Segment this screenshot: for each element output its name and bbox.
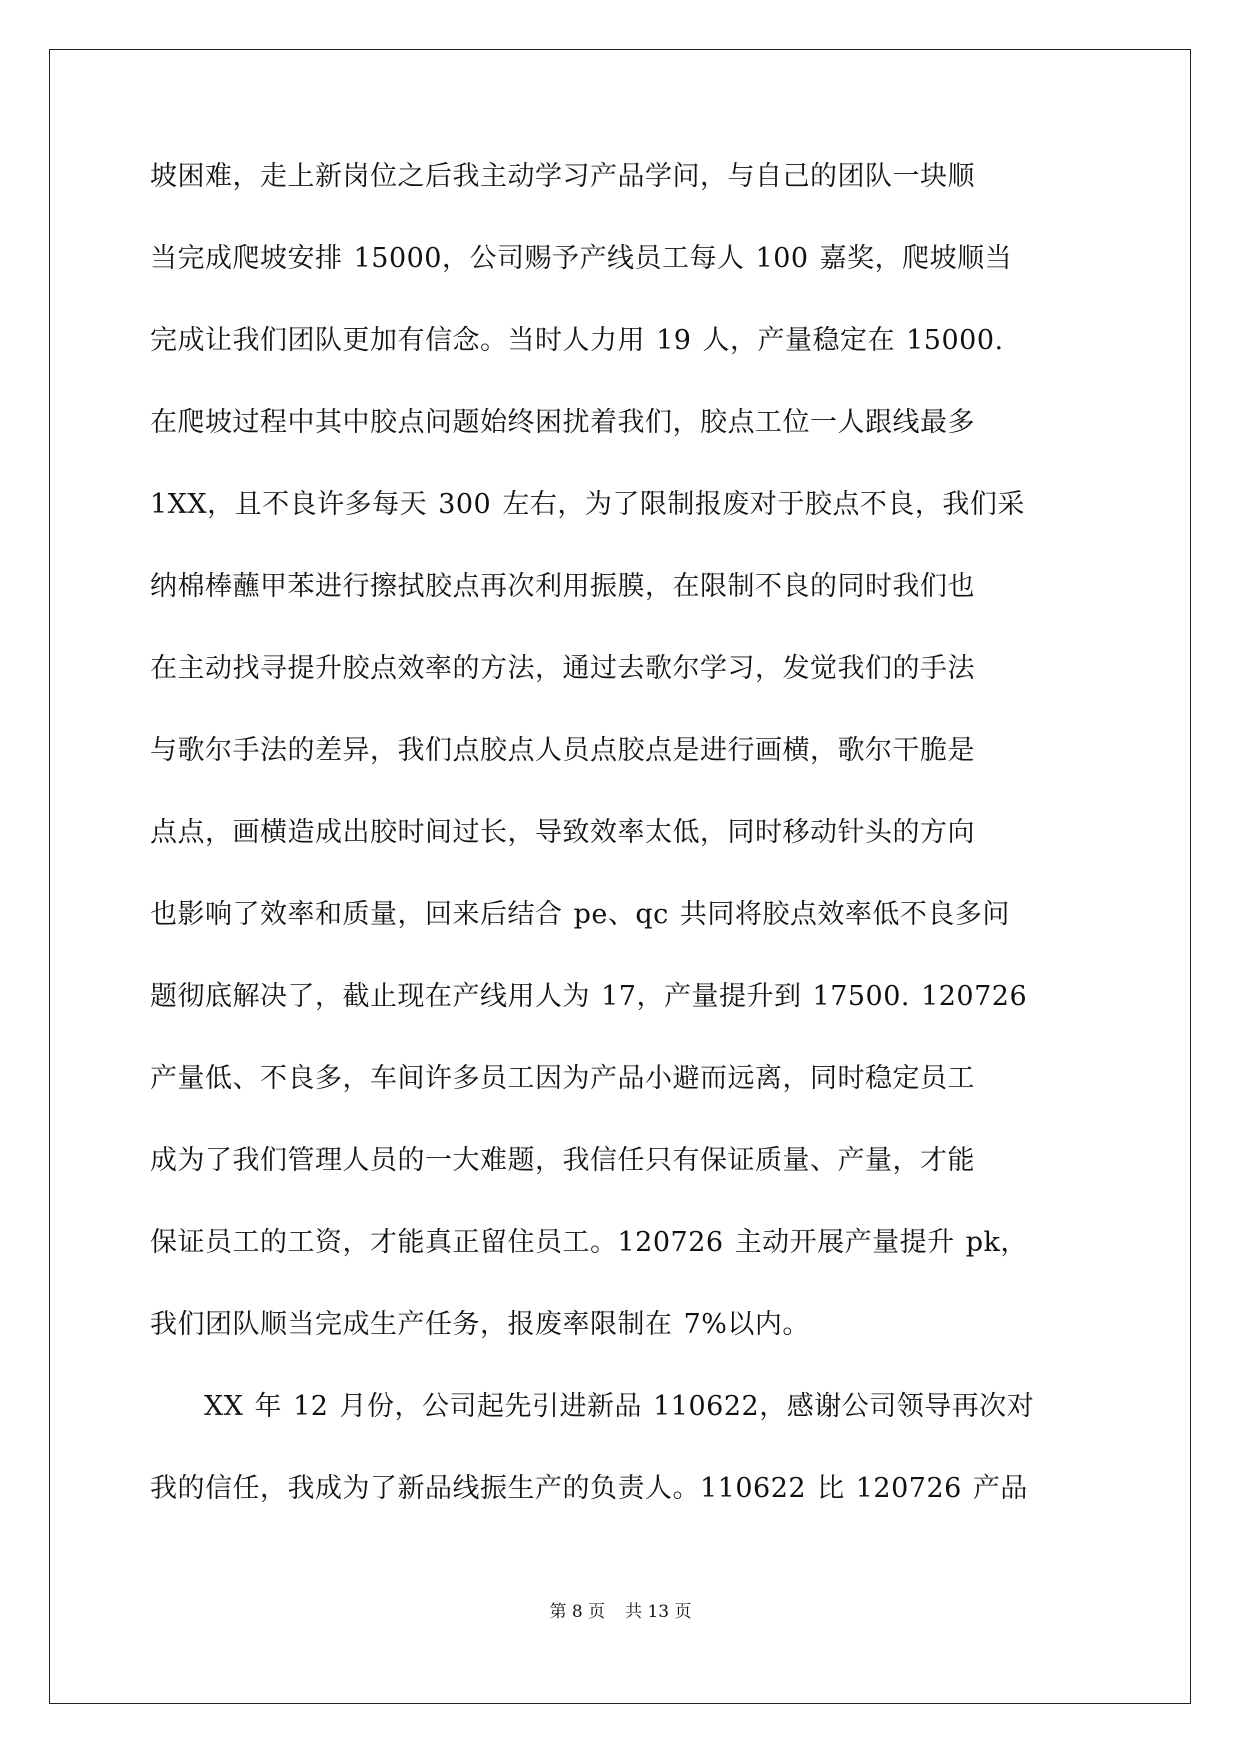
text-line: 坡困难，走上新岗位之后我主动学习产品学问，与自己的团队一块顺 bbox=[150, 161, 975, 192]
text-line: 完成让我们团队更加有信念。当时人力用 19 人，产量稳定在 15000. bbox=[150, 325, 1004, 356]
text-line: 与歌尔手法的差异，我们点胶点人员点胶点是进行画横，歌尔干脆是 bbox=[150, 735, 975, 766]
text-line: 点点，画横造成出胶时间过长，导致效率太低，同时移动针头的方向 bbox=[150, 817, 975, 848]
page-footer bbox=[0, 1601, 1241, 1623]
text-line: 产量低、不良多，车间许多员工因为产品小避而远离，同时稳定员工 bbox=[150, 1063, 975, 1094]
text-line: 当完成爬坡安排 15000，公司赐予产线员工每人 100 嘉奖，爬坡顺当 bbox=[150, 243, 1013, 274]
paragraph-first-line: XX 年 12 月份，公司起先引进新品 110622，感谢公司领导再次对 bbox=[204, 1391, 1035, 1422]
text-line: 1XX，且不良许多每天 300 左右，为了限制报废对于胶点不良，我们采 bbox=[150, 489, 1025, 520]
text-line: 我的信任，我成为了新品线振生产的负责人。110622 比 120726 产品 bbox=[150, 1473, 1028, 1504]
page-number: 第 8 页 bbox=[549, 1602, 606, 1622]
text-line: 保证员工的工资，才能真正留住员工。120726 主动开展产量提升 pk， bbox=[150, 1227, 1028, 1258]
text-line: 也影响了效率和质量，回来后结合 pe、qc 共同将胶点效率低不良多问 bbox=[150, 899, 1010, 930]
text-line: 在爬坡过程中其中胶点问题始终困扰着我们，胶点工位一人跟线最多 bbox=[150, 407, 975, 438]
document-body bbox=[150, 160, 1090, 1554]
text-line: 题彻底解决了，截止现在产线用人为 17，产量提升到 17500. 120726 bbox=[150, 981, 1028, 1012]
page-total: 共 13 页 bbox=[625, 1602, 692, 1622]
text-line: 纳棉棒蘸甲苯进行擦拭胶点再次利用振膜，在限制不良的同时我们也 bbox=[150, 571, 975, 602]
text-line: 成为了我们管理人员的一大难题，我信任只有保证质量、产量，才能 bbox=[150, 1145, 975, 1176]
text-line: 我们团队顺当完成生产任务，报废率限制在 7%以内。 bbox=[150, 1309, 810, 1340]
text-line: 在主动找寻提升胶点效率的方法，通过去歌尔学习，发觉我们的手法 bbox=[150, 653, 975, 684]
